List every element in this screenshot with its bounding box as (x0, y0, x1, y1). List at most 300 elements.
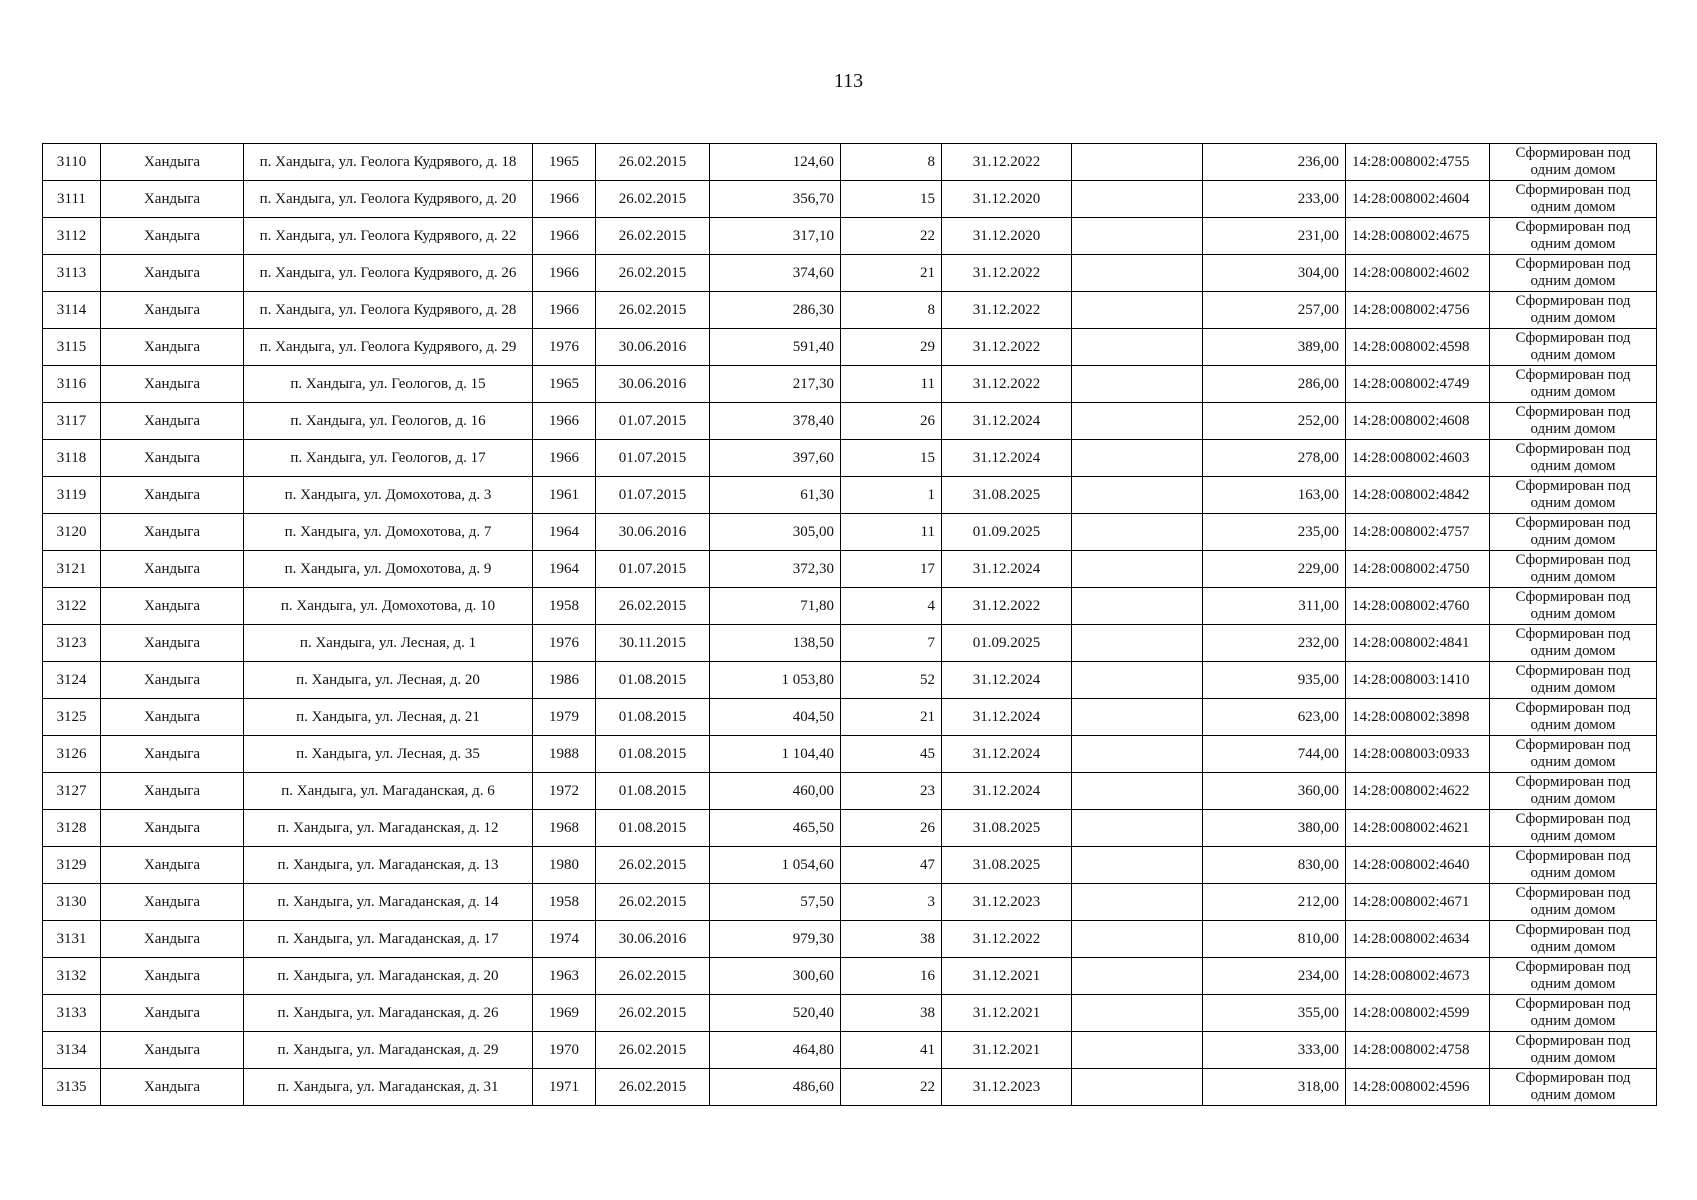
residents-cell: 22 (841, 1069, 942, 1106)
year-cell: 1976 (533, 329, 596, 366)
locality-cell: Хандыга (101, 995, 244, 1032)
table-row (43, 847, 1657, 884)
address-cell: п. Хандыга, ул. Домохотова, д. 9 (244, 551, 533, 588)
cadastral-number-cell: 14:28:008002:4841 (1346, 625, 1490, 662)
area-cell: 1 053,80 (710, 662, 841, 699)
row-number-cell: 3121 (43, 551, 101, 588)
date-cell: 01.08.2015 (596, 662, 710, 699)
cost-cell: 231,00 (1203, 218, 1346, 255)
empty-cell (1072, 773, 1203, 810)
status-cell: Сформирован под одним домом (1490, 662, 1657, 699)
planned-date-cell: 31.12.2022 (942, 292, 1072, 329)
area-cell: 378,40 (710, 403, 841, 440)
status-cell: Сформирован под одним домом (1490, 144, 1657, 181)
year-cell: 1964 (533, 551, 596, 588)
status-cell: Сформирован под одним домом (1490, 736, 1657, 773)
registry-table (42, 143, 1657, 1106)
area-cell: 138,50 (710, 625, 841, 662)
area-cell: 520,40 (710, 995, 841, 1032)
address-cell: п. Хандыга, ул. Геолога Кудрявого, д. 20 (244, 181, 533, 218)
planned-date-cell: 31.12.2022 (942, 329, 1072, 366)
area-cell: 372,30 (710, 551, 841, 588)
status-cell: Сформирован под одним домом (1490, 255, 1657, 292)
status-cell: Сформирован под одним домом (1490, 625, 1657, 662)
cadastral-number-cell: 14:28:008002:4756 (1346, 292, 1490, 329)
address-cell: п. Хандыга, ул. Магаданская, д. 29 (244, 1032, 533, 1069)
locality-cell: Хандыга (101, 1032, 244, 1069)
address-cell: п. Хандыга, ул. Магаданская, д. 26 (244, 995, 533, 1032)
year-cell: 1958 (533, 588, 596, 625)
cost-cell: 235,00 (1203, 514, 1346, 551)
table-row (43, 477, 1657, 514)
status-cell: Сформирован под одним домом (1490, 292, 1657, 329)
cost-cell: 830,00 (1203, 847, 1346, 884)
empty-cell (1072, 625, 1203, 662)
cost-cell: 333,00 (1203, 1032, 1346, 1069)
area-cell: 1 054,60 (710, 847, 841, 884)
locality-cell: Хандыга (101, 921, 244, 958)
row-number-cell: 3131 (43, 921, 101, 958)
planned-date-cell: 31.12.2022 (942, 144, 1072, 181)
residents-cell: 11 (841, 366, 942, 403)
row-number-cell: 3122 (43, 588, 101, 625)
date-cell: 26.02.2015 (596, 255, 710, 292)
cost-cell: 252,00 (1203, 403, 1346, 440)
residents-cell: 45 (841, 736, 942, 773)
locality-cell: Хандыга (101, 366, 244, 403)
year-cell: 1966 (533, 292, 596, 329)
date-cell: 30.06.2016 (596, 514, 710, 551)
cadastral-number-cell: 14:28:008002:4598 (1346, 329, 1490, 366)
date-cell: 30.06.2016 (596, 921, 710, 958)
empty-cell (1072, 292, 1203, 329)
address-cell: п. Хандыга, ул. Магаданская, д. 6 (244, 773, 533, 810)
status-cell: Сформирован под одним домом (1490, 1069, 1657, 1106)
cadastral-number-cell: 14:28:008003:0933 (1346, 736, 1490, 773)
planned-date-cell: 31.12.2021 (942, 995, 1072, 1032)
area-cell: 217,30 (710, 366, 841, 403)
address-cell: п. Хандыга, ул. Геологов, д. 15 (244, 366, 533, 403)
table-row (43, 810, 1657, 847)
empty-cell (1072, 477, 1203, 514)
year-cell: 1974 (533, 921, 596, 958)
locality-cell: Хандыга (101, 699, 244, 736)
planned-date-cell: 31.12.2024 (942, 699, 1072, 736)
cost-cell: 389,00 (1203, 329, 1346, 366)
cadastral-number-cell: 14:28:008002:4634 (1346, 921, 1490, 958)
empty-cell (1072, 884, 1203, 921)
residents-cell: 15 (841, 440, 942, 477)
area-cell: 591,40 (710, 329, 841, 366)
row-number-cell: 3111 (43, 181, 101, 218)
cadastral-number-cell: 14:28:008002:4602 (1346, 255, 1490, 292)
locality-cell: Хандыга (101, 662, 244, 699)
registry-rows (43, 144, 1657, 1106)
table-row (43, 588, 1657, 625)
locality-cell: Хандыга (101, 514, 244, 551)
locality-cell: Хандыга (101, 736, 244, 773)
row-number-cell: 3117 (43, 403, 101, 440)
residents-cell: 4 (841, 588, 942, 625)
row-number-cell: 3128 (43, 810, 101, 847)
table-row (43, 255, 1657, 292)
address-cell: п. Хандыга, ул. Магаданская, д. 17 (244, 921, 533, 958)
cost-cell: 318,00 (1203, 1069, 1346, 1106)
date-cell: 26.02.2015 (596, 1069, 710, 1106)
residents-cell: 3 (841, 884, 942, 921)
area-cell: 286,30 (710, 292, 841, 329)
year-cell: 1961 (533, 477, 596, 514)
planned-date-cell: 31.12.2021 (942, 958, 1072, 995)
table-row (43, 218, 1657, 255)
residents-cell: 8 (841, 144, 942, 181)
date-cell: 01.08.2015 (596, 736, 710, 773)
status-cell: Сформирован под одним домом (1490, 329, 1657, 366)
row-number-cell: 3120 (43, 514, 101, 551)
status-cell: Сформирован под одним домом (1490, 551, 1657, 588)
cost-cell: 236,00 (1203, 144, 1346, 181)
status-cell: Сформирован под одним домом (1490, 366, 1657, 403)
status-cell: Сформирован под одним домом (1490, 995, 1657, 1032)
cost-cell: 623,00 (1203, 699, 1346, 736)
residents-cell: 7 (841, 625, 942, 662)
residents-cell: 29 (841, 329, 942, 366)
empty-cell (1072, 181, 1203, 218)
cost-cell: 355,00 (1203, 995, 1346, 1032)
area-cell: 57,50 (710, 884, 841, 921)
planned-date-cell: 31.12.2022 (942, 921, 1072, 958)
empty-cell (1072, 440, 1203, 477)
cadastral-number-cell: 14:28:008002:4621 (1346, 810, 1490, 847)
residents-cell: 21 (841, 255, 942, 292)
address-cell: п. Хандыга, ул. Домохотова, д. 10 (244, 588, 533, 625)
address-cell: п. Хандыга, ул. Геолога Кудрявого, д. 22 (244, 218, 533, 255)
row-number-cell: 3135 (43, 1069, 101, 1106)
status-cell: Сформирован под одним домом (1490, 958, 1657, 995)
table-row (43, 884, 1657, 921)
table-row (43, 440, 1657, 477)
cadastral-number-cell: 14:28:008002:4603 (1346, 440, 1490, 477)
residents-cell: 16 (841, 958, 942, 995)
empty-cell (1072, 218, 1203, 255)
area-cell: 460,00 (710, 773, 841, 810)
status-cell: Сформирован под одним домом (1490, 181, 1657, 218)
row-number-cell: 3112 (43, 218, 101, 255)
address-cell: п. Хандыга, ул. Лесная, д. 1 (244, 625, 533, 662)
locality-cell: Хандыга (101, 588, 244, 625)
empty-cell (1072, 736, 1203, 773)
year-cell: 1972 (533, 773, 596, 810)
table-row (43, 625, 1657, 662)
address-cell: п. Хандыга, ул. Геолога Кудрявого, д. 26 (244, 255, 533, 292)
residents-cell: 17 (841, 551, 942, 588)
locality-cell: Хандыга (101, 403, 244, 440)
status-cell: Сформирован под одним домом (1490, 1032, 1657, 1069)
locality-cell: Хандыга (101, 847, 244, 884)
address-cell: п. Хандыга, ул. Геолога Кудрявого, д. 18 (244, 144, 533, 181)
table-row (43, 773, 1657, 810)
table-row (43, 995, 1657, 1032)
table-row (43, 181, 1657, 218)
address-cell: п. Хандыга, ул. Магаданская, д. 20 (244, 958, 533, 995)
cadastral-number-cell: 14:28:008002:4640 (1346, 847, 1490, 884)
status-cell: Сформирован под одним домом (1490, 588, 1657, 625)
area-cell: 317,10 (710, 218, 841, 255)
residents-cell: 11 (841, 514, 942, 551)
empty-cell (1072, 255, 1203, 292)
planned-date-cell: 31.12.2021 (942, 1032, 1072, 1069)
table-row (43, 144, 1657, 181)
row-number-cell: 3116 (43, 366, 101, 403)
date-cell: 26.02.2015 (596, 847, 710, 884)
year-cell: 1966 (533, 255, 596, 292)
row-number-cell: 3113 (43, 255, 101, 292)
cadastral-number-cell: 14:28:008002:4757 (1346, 514, 1490, 551)
status-cell: Сформирован под одним домом (1490, 921, 1657, 958)
table-row (43, 1069, 1657, 1106)
cadastral-number-cell: 14:28:008002:4755 (1346, 144, 1490, 181)
cost-cell: 278,00 (1203, 440, 1346, 477)
date-cell: 30.11.2015 (596, 625, 710, 662)
year-cell: 1988 (533, 736, 596, 773)
address-cell: п. Хандыга, ул. Геологов, д. 16 (244, 403, 533, 440)
cadastral-number-cell: 14:28:008002:4622 (1346, 773, 1490, 810)
date-cell: 01.07.2015 (596, 440, 710, 477)
date-cell: 30.06.2016 (596, 366, 710, 403)
year-cell: 1968 (533, 810, 596, 847)
planned-date-cell: 01.09.2025 (942, 514, 1072, 551)
row-number-cell: 3110 (43, 144, 101, 181)
empty-cell (1072, 551, 1203, 588)
year-cell: 1966 (533, 440, 596, 477)
cost-cell: 380,00 (1203, 810, 1346, 847)
cost-cell: 744,00 (1203, 736, 1346, 773)
residents-cell: 22 (841, 218, 942, 255)
area-cell: 465,50 (710, 810, 841, 847)
table-row (43, 699, 1657, 736)
cadastral-number-cell: 14:28:008002:4750 (1346, 551, 1490, 588)
residents-cell: 26 (841, 403, 942, 440)
planned-date-cell: 31.12.2024 (942, 440, 1072, 477)
row-number-cell: 3115 (43, 329, 101, 366)
cadastral-number-cell: 14:28:008002:4760 (1346, 588, 1490, 625)
address-cell: п. Хандыга, ул. Лесная, д. 21 (244, 699, 533, 736)
table-row (43, 514, 1657, 551)
row-number-cell: 3114 (43, 292, 101, 329)
date-cell: 01.07.2015 (596, 403, 710, 440)
residents-cell: 52 (841, 662, 942, 699)
area-cell: 1 104,40 (710, 736, 841, 773)
cadastral-number-cell: 14:28:008002:4596 (1346, 1069, 1490, 1106)
date-cell: 26.02.2015 (596, 1032, 710, 1069)
status-cell: Сформирован под одним домом (1490, 810, 1657, 847)
row-number-cell: 3118 (43, 440, 101, 477)
table-row (43, 1032, 1657, 1069)
locality-cell: Хандыга (101, 477, 244, 514)
empty-cell (1072, 1069, 1203, 1106)
address-cell: п. Хандыга, ул. Лесная, д. 35 (244, 736, 533, 773)
planned-date-cell: 31.08.2025 (942, 810, 1072, 847)
locality-cell: Хандыга (101, 773, 244, 810)
area-cell: 397,60 (710, 440, 841, 477)
cadastral-number-cell: 14:28:008002:4673 (1346, 958, 1490, 995)
table-row (43, 292, 1657, 329)
year-cell: 1966 (533, 218, 596, 255)
status-cell: Сформирован под одним домом (1490, 699, 1657, 736)
area-cell: 300,60 (710, 958, 841, 995)
area-cell: 305,00 (710, 514, 841, 551)
residents-cell: 8 (841, 292, 942, 329)
status-cell: Сформирован под одним домом (1490, 218, 1657, 255)
date-cell: 01.08.2015 (596, 810, 710, 847)
cost-cell: 286,00 (1203, 366, 1346, 403)
planned-date-cell: 31.12.2024 (942, 551, 1072, 588)
table-row (43, 403, 1657, 440)
table-row (43, 662, 1657, 699)
year-cell: 1966 (533, 403, 596, 440)
status-cell: Сформирован под одним домом (1490, 514, 1657, 551)
planned-date-cell: 31.12.2024 (942, 736, 1072, 773)
cost-cell: 163,00 (1203, 477, 1346, 514)
area-cell: 464,80 (710, 1032, 841, 1069)
date-cell: 26.02.2015 (596, 181, 710, 218)
locality-cell: Хандыга (101, 884, 244, 921)
area-cell: 71,80 (710, 588, 841, 625)
cost-cell: 311,00 (1203, 588, 1346, 625)
cadastral-number-cell: 14:28:008002:4671 (1346, 884, 1490, 921)
date-cell: 30.06.2016 (596, 329, 710, 366)
date-cell: 26.02.2015 (596, 588, 710, 625)
year-cell: 1969 (533, 995, 596, 1032)
cost-cell: 234,00 (1203, 958, 1346, 995)
empty-cell (1072, 662, 1203, 699)
planned-date-cell: 31.12.2022 (942, 588, 1072, 625)
empty-cell (1072, 699, 1203, 736)
area-cell: 404,50 (710, 699, 841, 736)
empty-cell (1072, 847, 1203, 884)
residents-cell: 21 (841, 699, 942, 736)
area-cell: 124,60 (710, 144, 841, 181)
empty-cell (1072, 366, 1203, 403)
row-number-cell: 3124 (43, 662, 101, 699)
planned-date-cell: 31.12.2022 (942, 366, 1072, 403)
address-cell: п. Хандыга, ул. Магаданская, д. 12 (244, 810, 533, 847)
planned-date-cell: 31.12.2024 (942, 662, 1072, 699)
year-cell: 1980 (533, 847, 596, 884)
row-number-cell: 3130 (43, 884, 101, 921)
residents-cell: 15 (841, 181, 942, 218)
empty-cell (1072, 1032, 1203, 1069)
area-cell: 61,30 (710, 477, 841, 514)
year-cell: 1964 (533, 514, 596, 551)
address-cell: п. Хандыга, ул. Домохотова, д. 3 (244, 477, 533, 514)
date-cell: 26.02.2015 (596, 218, 710, 255)
cost-cell: 212,00 (1203, 884, 1346, 921)
planned-date-cell: 31.12.2020 (942, 181, 1072, 218)
date-cell: 26.02.2015 (596, 995, 710, 1032)
date-cell: 01.08.2015 (596, 699, 710, 736)
empty-cell (1072, 514, 1203, 551)
year-cell: 1979 (533, 699, 596, 736)
locality-cell: Хандыга (101, 144, 244, 181)
address-cell: п. Хандыга, ул. Лесная, д. 20 (244, 662, 533, 699)
year-cell: 1965 (533, 366, 596, 403)
table-row (43, 958, 1657, 995)
residents-cell: 26 (841, 810, 942, 847)
cadastral-number-cell: 14:28:008003:1410 (1346, 662, 1490, 699)
cadastral-number-cell: 14:28:008002:4604 (1346, 181, 1490, 218)
locality-cell: Хандыга (101, 292, 244, 329)
cost-cell: 810,00 (1203, 921, 1346, 958)
table-row (43, 366, 1657, 403)
year-cell: 1966 (533, 181, 596, 218)
empty-cell (1072, 810, 1203, 847)
planned-date-cell: 31.12.2024 (942, 773, 1072, 810)
status-cell: Сформирован под одним домом (1490, 847, 1657, 884)
cadastral-number-cell: 14:28:008002:4608 (1346, 403, 1490, 440)
row-number-cell: 3133 (43, 995, 101, 1032)
planned-date-cell: 31.12.2023 (942, 1069, 1072, 1106)
empty-cell (1072, 995, 1203, 1032)
locality-cell: Хандыга (101, 625, 244, 662)
locality-cell: Хандыга (101, 181, 244, 218)
planned-date-cell: 31.08.2025 (942, 847, 1072, 884)
table-row (43, 329, 1657, 366)
year-cell: 1986 (533, 662, 596, 699)
year-cell: 1971 (533, 1069, 596, 1106)
address-cell: п. Хандыга, ул. Магаданская, д. 14 (244, 884, 533, 921)
date-cell: 01.08.2015 (596, 773, 710, 810)
residents-cell: 41 (841, 1032, 942, 1069)
row-number-cell: 3119 (43, 477, 101, 514)
year-cell: 1965 (533, 144, 596, 181)
residents-cell: 23 (841, 773, 942, 810)
locality-cell: Хандыга (101, 958, 244, 995)
row-number-cell: 3125 (43, 699, 101, 736)
locality-cell: Хандыга (101, 810, 244, 847)
planned-date-cell: 31.08.2025 (942, 477, 1072, 514)
row-number-cell: 3126 (43, 736, 101, 773)
planned-date-cell: 31.12.2020 (942, 218, 1072, 255)
table-row (43, 551, 1657, 588)
cost-cell: 229,00 (1203, 551, 1346, 588)
empty-cell (1072, 329, 1203, 366)
cost-cell: 304,00 (1203, 255, 1346, 292)
address-cell: п. Хандыга, ул. Геолога Кудрявого, д. 29 (244, 329, 533, 366)
table-row (43, 921, 1657, 958)
status-cell: Сформирован под одним домом (1490, 403, 1657, 440)
area-cell: 979,30 (710, 921, 841, 958)
date-cell: 01.07.2015 (596, 477, 710, 514)
area-cell: 486,60 (710, 1069, 841, 1106)
status-cell: Сформирован под одним домом (1490, 773, 1657, 810)
planned-date-cell: 31.12.2024 (942, 403, 1072, 440)
cadastral-number-cell: 14:28:008002:4599 (1346, 995, 1490, 1032)
cadastral-number-cell: 14:28:008002:4758 (1346, 1032, 1490, 1069)
empty-cell (1072, 958, 1203, 995)
year-cell: 1970 (533, 1032, 596, 1069)
residents-cell: 1 (841, 477, 942, 514)
year-cell: 1958 (533, 884, 596, 921)
locality-cell: Хандыга (101, 1069, 244, 1106)
date-cell: 26.02.2015 (596, 884, 710, 921)
cost-cell: 233,00 (1203, 181, 1346, 218)
area-cell: 374,60 (710, 255, 841, 292)
locality-cell: Хандыга (101, 440, 244, 477)
year-cell: 1976 (533, 625, 596, 662)
row-number-cell: 3123 (43, 625, 101, 662)
date-cell: 26.02.2015 (596, 958, 710, 995)
